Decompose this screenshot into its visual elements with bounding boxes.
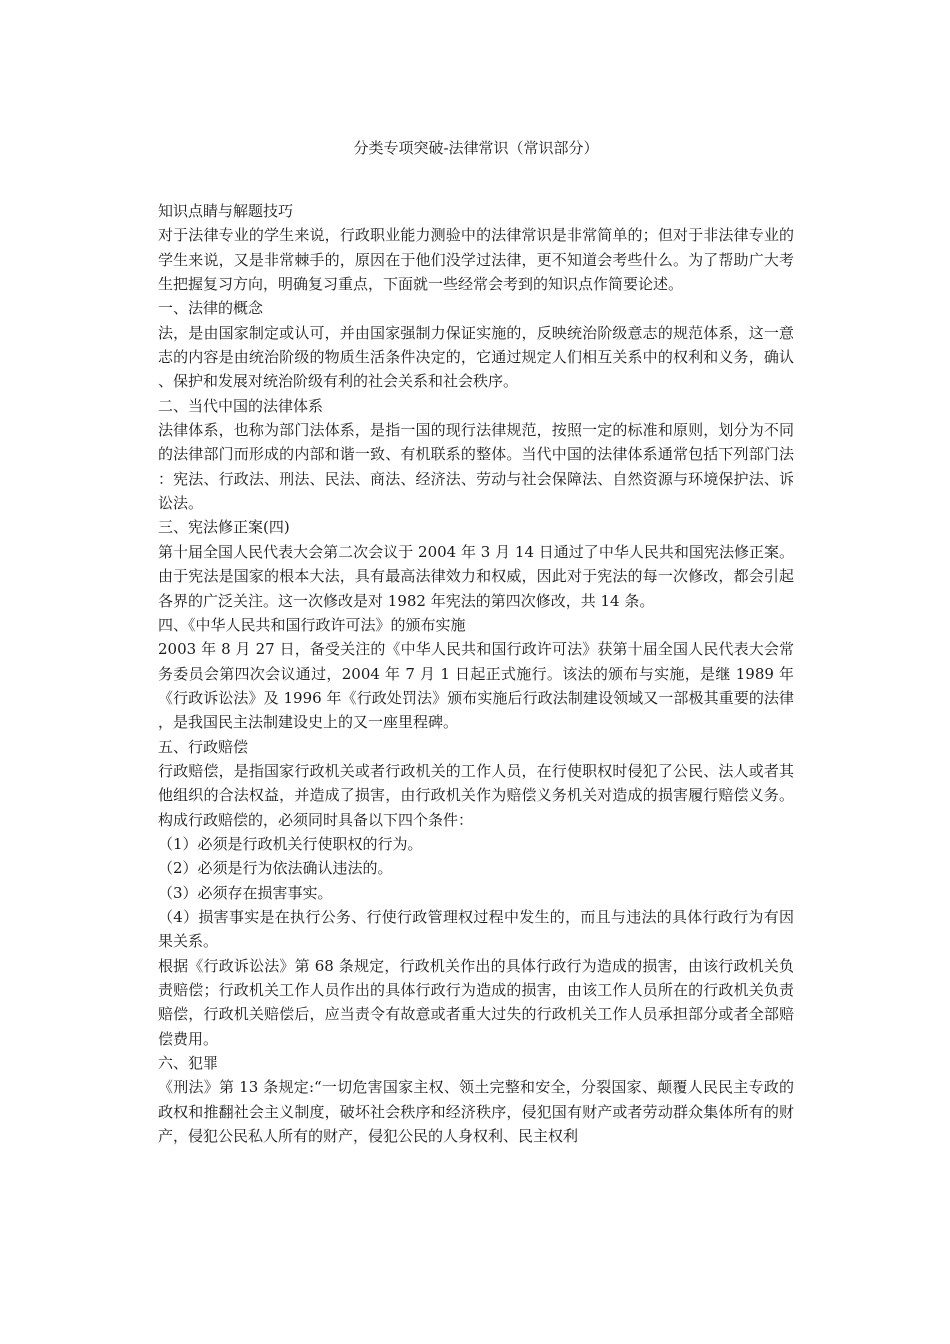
section-heading-3: 三、宪法修正案(四)	[158, 518, 290, 537]
section-heading-tips: 知识点睛与解题技巧	[158, 202, 294, 220]
paragraph-compensation: 行政赔偿，是指国家行政机关或者行政机关的工作人员，在行使职权时侵犯了公民、法人或者其他组织的合法权益，并造成了损害，由行政机关作为赔偿义务机关对造成的损害履行赔偿义务。构成行政赔偿的，必须同时具备以下四个条件：	[158, 761, 794, 829]
section-heading-1: 一、法律的概念	[158, 299, 264, 318]
document-title: 分类专项突破-法律常识（常识部分）	[353, 139, 599, 157]
list-item-condition-3: （3）必须存在损害事实。	[158, 883, 333, 902]
document-body	[158, 199, 794, 1148]
list-item-condition-4: （4）损害事实是在执行公务、行使行政管理权过程中发生的，而且与违法的具体行政行为有因果关系。	[158, 907, 794, 951]
paragraph-law-concept: 法，是由国家制定或认可，并由国家强制力保证实施的，反映统治阶级意志的规范体系，这一意志的内容是由统治阶级的物质生活条件决定的，它通过规定人们相互关系中的权利和义务，确认、保护和发展对统治阶级有利的社会关系和社会秩序。	[158, 323, 794, 391]
section-heading-6: 六、犯罪	[158, 1054, 219, 1073]
paragraph-crime: 《刑法》第 13 条规定:“一切危害国家主权、领土完整和安全，分裂国家、颠覆人民民主专政的政权和推翻社会主义制度，破坏社会秩序和经济秩序，侵犯国有财产或者劳动群众集体所有的财产，侵犯公民私人所有的财产，侵犯公民的人身权利、民主权利	[158, 1078, 794, 1146]
paragraph-licensing-law: 2003 年 8 月 27 日，备受关注的《中华人民共和国行政许可法》获第十届全国人民代表大会常务委员会第四次会议通过，2004 年 7 月 1 日起正式施行。该法的颁布与实施，是继 1989 年《行政诉讼法》及 1996 年《行政处罚法》颁布实施后行政法制建设领域又一部极其重要的法律，是我国民主法制建设史上的又一座里程碑。	[158, 640, 794, 732]
paragraph-amendment: 第十届全国人民代表大会第二次会议于 2004 年 3 月 14 日通过了中华人民共和国宪法修正案。由于宪法是国家的根本大法，具有最高法律效力和权威，因此对于宪法的每一次修改，都会引起各界的广泛关注。这一次修改是对 1982 年宪法的第四次修改，共 14 条。	[158, 542, 794, 610]
section-heading-2: 二、当代中国的法律体系	[158, 396, 324, 415]
paragraph-article-68: 根据《行政诉讼法》第 68 条规定，行政机关作出的具体行政行为造成的损害，由该行政机关负责赔偿；行政机关工作人员作出的具体行政行为造成的损害，由该工作人员所在的行政机关负责赔偿，行政机关赔偿后，应当责令有故意或者重大过失的行政机关工作人员承担部分或者全部赔偿费用。	[158, 956, 794, 1048]
list-item-condition-1: （1）必须是行政机关行使职权的行为。	[158, 834, 423, 853]
section-heading-4: 四、《中华人民共和国行政许可法》的颁布实施	[158, 615, 466, 634]
paragraph-legal-system: 法律体系，也称为部门法体系，是指一国的现行法律规范，按照一定的标准和原则，划分为不同的法律部门而形成的内部和谐一致、有机联系的整体。当代中国的法律体系通常包括下列部门法：宪法、行政法、刑法、民法、商法、经济法、劳动与社会保障法、自然资源与环境保护法、诉讼法。	[158, 421, 794, 513]
section-heading-5: 五、行政赔偿	[158, 737, 249, 756]
paragraph-intro: 对于法律专业的学生来说，行政职业能力测验中的法律常识是非常简单的；但对于非法律专业的学生来说，又是非常棘手的，原因在于他们没学过法律，更不知道会考些什么。为了帮助广大考生把握复习方向，明确复习重点，下面就一些经常会考到的知识点作简要论述。	[158, 226, 794, 294]
list-item-condition-2: （2）必须是行为依法确认违法的。	[158, 859, 393, 878]
